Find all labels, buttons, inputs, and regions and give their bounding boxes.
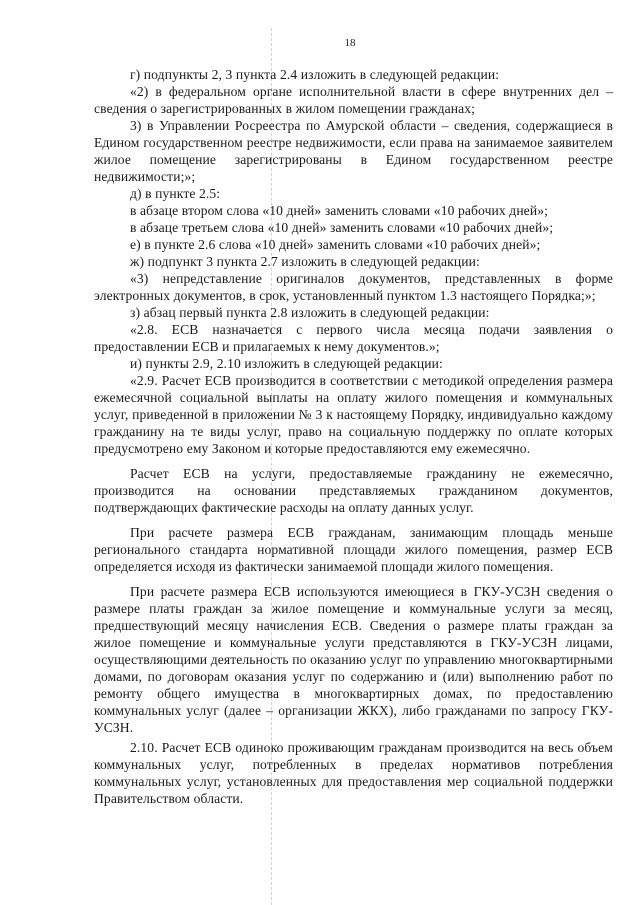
paragraph-z: з) абзац первый пункта 2.8 изложить в следующей редакции: <box>130 305 490 320</box>
paragraph-g: г) подпункты 2, 3 пункта 2.4 изложить в следующей редакции: <box>130 67 500 82</box>
paragraph-esv-area: При расчете размера ЕСВ гражданам, занимающим площадь меньше регионального стандарта нормативной площади жилого помещения, размер ЕСВ определяется исходя из фактически занимаемой площади жилого помещения. <box>94 525 613 574</box>
paragraph-item-3: 3) в Управлении Росреестра по Амурской области – сведения, содержащиеся в Едином государственном реестре недвижимости, если права на занимаемое заявителем жилое помещение зарегистрированы в Едином государственном реестре недвижимости;»; <box>94 118 613 184</box>
paragraph-esv-non-monthly: Расчет ЕСВ на услуги, предоставляемые гражданину не ежемесячно, производится на основании представляемых гражданином документов, подтверждающих фактические расходы на оплату данных услуг. <box>94 466 613 515</box>
paragraph-i: и) пункты 2.9, 2.10 изложить в следующей редакции: <box>130 356 443 371</box>
paragraph-2-10: 2.10. Расчет ЕСВ одиноко проживающим гражданам производится на весь объем коммунальных услуг, потребленных в пределах нормативов потребления коммунальных услуг, установленных для предоставления мер социальной поддержки Правительством области. <box>94 740 613 806</box>
paragraph-esv-payment-info: При расчете размера ЕСВ используются имеющиеся в ГКУ-УСЗН сведения о размере платы граждан за жилое помещение и коммунальные услуги за месяц, предшествующий месяцу начисления ЕСВ. Сведения о размере платы граждан за жилое помещение и коммунальные услуги представляются в ГКУ-УСЗН лицами, осуществляющими деятельность по оказанию услуг по управлению многоквартирными домами, по договорам оказания услуг по содержанию и (или) выполнению работ по ремонту общего имущества в многоквартирных домах, по предоставлению коммунальных услуг (далее – организации ЖКХ), либо гражданами по запросу ГКУ-УСЗН. <box>94 584 613 735</box>
paragraph-d-abzac-2: в абзаце втором слова «10 дней» заменить словами «10 рабочих дней»; <box>130 203 548 218</box>
paragraph-2-8: «2.8. ЕСВ назначается с первого числа месяца подачи заявления о предоставлении ЕСВ и прилагаемых к нему документов.»; <box>94 322 613 354</box>
paragraph-item-2: «2) в федеральном органе исполнительной власти в сфере внутренних дел – сведения о зарегистрированных в жилом помещении гражданах; <box>94 84 613 116</box>
paragraph-zh: ж) подпункт 3 пункта 2.7 изложить в следующей редакции: <box>130 254 480 269</box>
paragraph-e: е) в пункте 2.6 слова «10 дней» заменить словами «10 рабочих дней»; <box>130 237 541 252</box>
paragraph-2-9: «2.9. Расчет ЕСВ производится в соответствии с методикой определения размера ежемесячной социальной выплаты на оплату жилого помещения и коммунальных услуг, приведенной в приложении № 3 к настоящему Порядку, индивидуально каждому гражданину на те виды услуг, право на социальную поддержку по оплате которых предусмотрено ему Законом и которые предоставляются ему ежемесячно. <box>94 373 613 456</box>
paragraph-zh-item-3: «3) непредставление оригиналов документов, представленных в форме электронных документов, в срок, установленный пунктом 1.3 настоящего Порядка;»; <box>94 271 613 303</box>
paragraph-d-abzac-3: в абзаце третьем слова «10 дней» заменить словами «10 рабочих дней»; <box>130 220 554 235</box>
document-body <box>94 66 613 807</box>
page-number: 18 <box>344 37 356 49</box>
paragraph-d: д) в пункте 2.5: <box>130 186 221 201</box>
